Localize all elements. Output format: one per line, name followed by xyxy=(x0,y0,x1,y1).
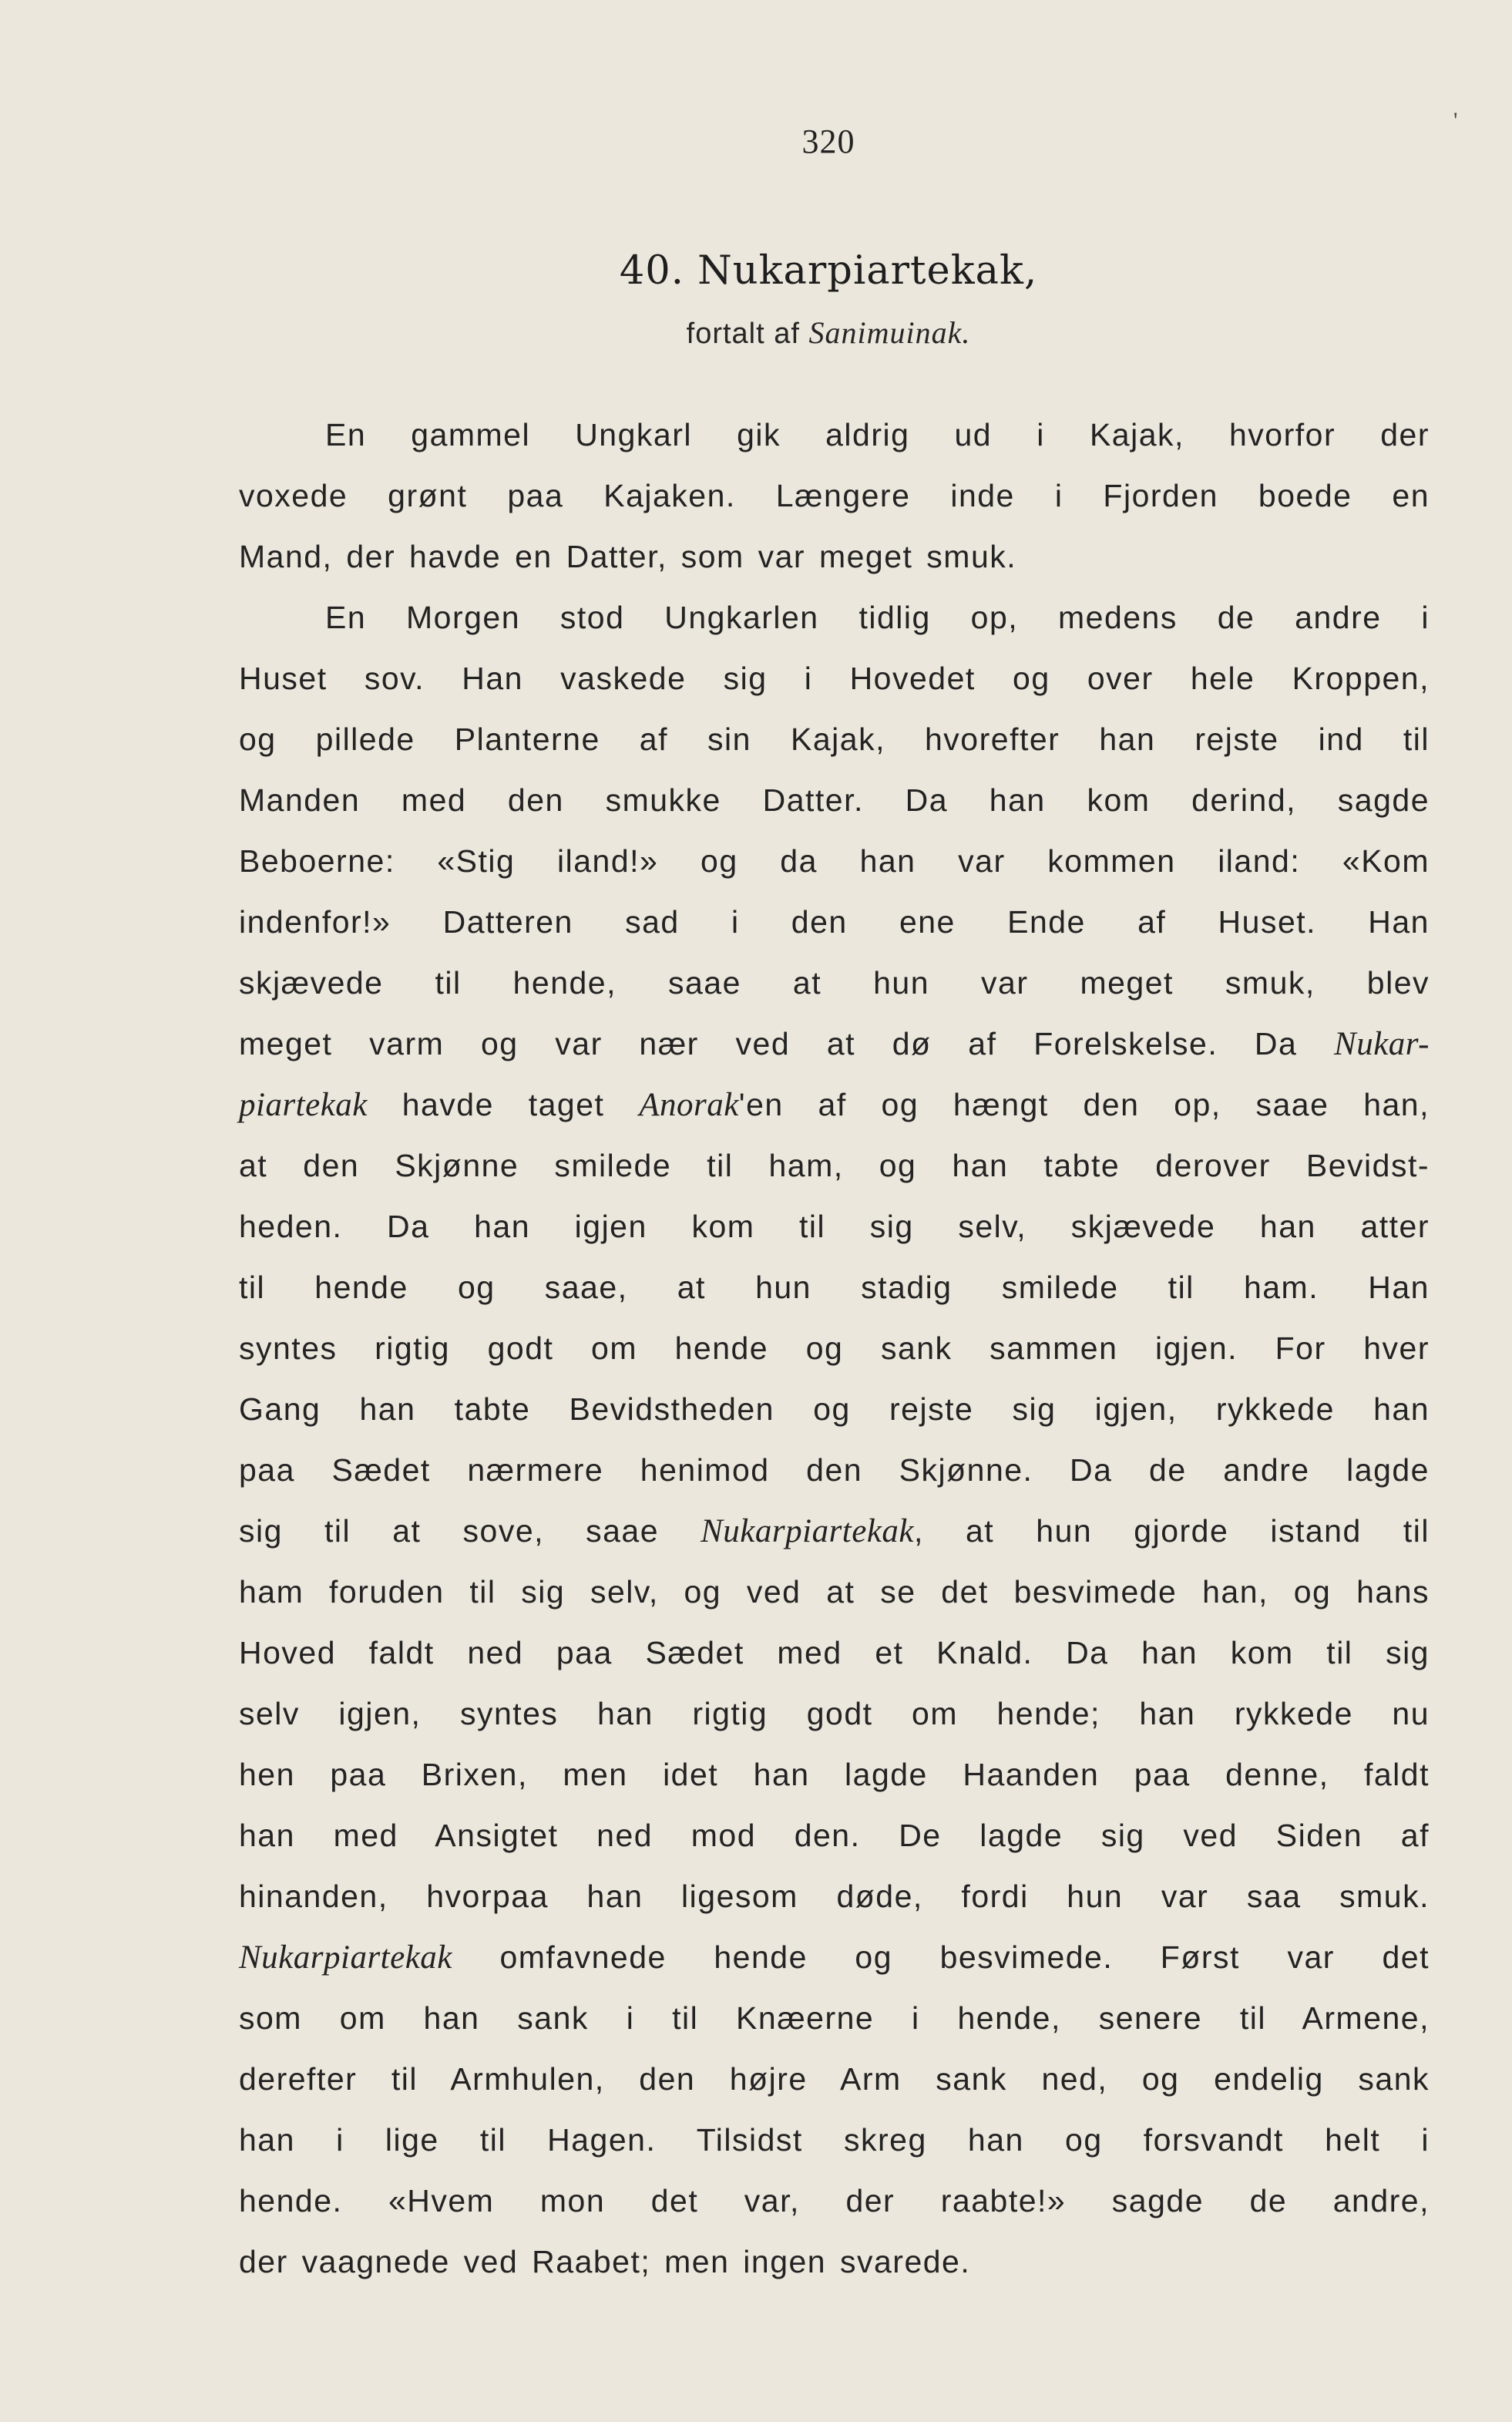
text-line: skjævede til hende, saae at hun var meget smuk, blev xyxy=(239,965,1430,1001)
text-line: syntes rigtig godt om hende og sank sammen igjen. For hver xyxy=(239,1330,1430,1366)
text-line: voxede grønt paa Kajaken. Længere inde i Fjorden boede en xyxy=(239,478,1430,513)
corner-mark: ' xyxy=(1453,108,1458,133)
text-line: ham foruden til sig selv, og ved at se det besvimede han, og hans xyxy=(239,1574,1430,1610)
text-line: sig til at sove, saae Nukarpiartekak, at hun gjorde istand til xyxy=(239,1513,1430,1549)
text-line: og pillede Planterne af sin Kajak, hvorefter han rejste ind til xyxy=(239,722,1430,757)
text-line: Beboerne: «Stig iland!» og da han var kommen iland: «Kom xyxy=(239,843,1430,879)
italic-name: piartekak xyxy=(239,1087,368,1123)
italic-name: Nukarpiartekak xyxy=(239,1939,452,1976)
text-line: Huset sov. Han vaskede sig i Hovedet og over hele Kroppen, xyxy=(239,661,1430,696)
subtitle-prefix: fortalt af xyxy=(686,318,809,350)
text-line: En Morgen stod Ungkarlen tidlig op, medens de andre i xyxy=(325,600,1430,635)
story-text xyxy=(239,405,1430,2292)
narrator-name: Sanimuinak. xyxy=(808,315,971,350)
text-line: Hoved faldt ned paa Sædet med et Knald. Da han kom til sig xyxy=(239,1635,1430,1670)
chapter-subtitle xyxy=(0,315,1512,351)
italic-term: Anorak xyxy=(639,1087,739,1123)
text-line: til hende og saae, at hun stadig smilede til ham. Han xyxy=(239,1270,1430,1305)
text-line: at den Skjønne smilede til ham, og han tabte derover Bevidst- xyxy=(239,1148,1430,1183)
text-line: Nukarpiartekak omfavnede hende og besvimede. Først var det xyxy=(239,1939,1430,1976)
text-line: paa Sædet nærmere henimod den Skjønne. Da de andre lagde xyxy=(239,1452,1430,1488)
text-line: han med Ansigtet ned mod den. De lagde sig ved Siden af xyxy=(239,1818,1430,1853)
page-number: 320 xyxy=(801,123,855,160)
text-line: En gammel Ungkarl gik aldrig ud i Kajak, hvorfor der xyxy=(325,417,1430,452)
text-line: heden. Da han igjen kom til sig selv, skjævede han atter xyxy=(239,1209,1430,1244)
chapter-title: 40. Nukarpiartekak, xyxy=(619,248,1038,294)
text-line: der vaagnede ved Raabet; men ingen svarede. xyxy=(239,2244,971,2279)
text-line: hinanden, hvorpaa han ligesom døde, fordi hun var saa smuk. xyxy=(239,1879,1430,1914)
italic-name: Nukarpiartekak xyxy=(701,1513,915,1549)
italic-name: Nukar- xyxy=(1334,1026,1430,1062)
text-line: Gang han tabte Bevidstheden og rejste sig igjen, rykkede han xyxy=(239,1391,1430,1427)
text-line: som om han sank i til Knæerne i hende, senere til Armene, xyxy=(239,2000,1430,2036)
text-line: indenfor!» Datteren sad i den ene Ende af Huset. Han xyxy=(239,904,1430,940)
text-line: derefter til Armhulen, den højre Arm sank ned, og endelig sank xyxy=(239,2061,1430,2097)
text-line: hende. «Hvem mon det var, der raabte!» sagde de andre, xyxy=(239,2183,1430,2218)
text-line: Mand, der havde en Datter, som var meget smuk. xyxy=(239,539,1017,574)
text-line: selv igjen, syntes han rigtig godt om hende; han rykkede nu xyxy=(239,1696,1430,1731)
text-line: piartekak havde taget Anorak'en af og hængt den op, saae han, xyxy=(239,1087,1430,1123)
text-line: Manden med den smukke Datter. Da han kom derind, sagde xyxy=(239,782,1430,818)
text-line: han i lige til Hagen. Tilsidst skreg han og forsvandt helt i xyxy=(239,2122,1430,2158)
text-line: meget varm og var nær ved at dø af Forelskelse. Da Nukar- xyxy=(239,1026,1430,1062)
text-line: hen paa Brixen, men idet han lagde Haanden paa denne, faldt xyxy=(239,1757,1430,1792)
